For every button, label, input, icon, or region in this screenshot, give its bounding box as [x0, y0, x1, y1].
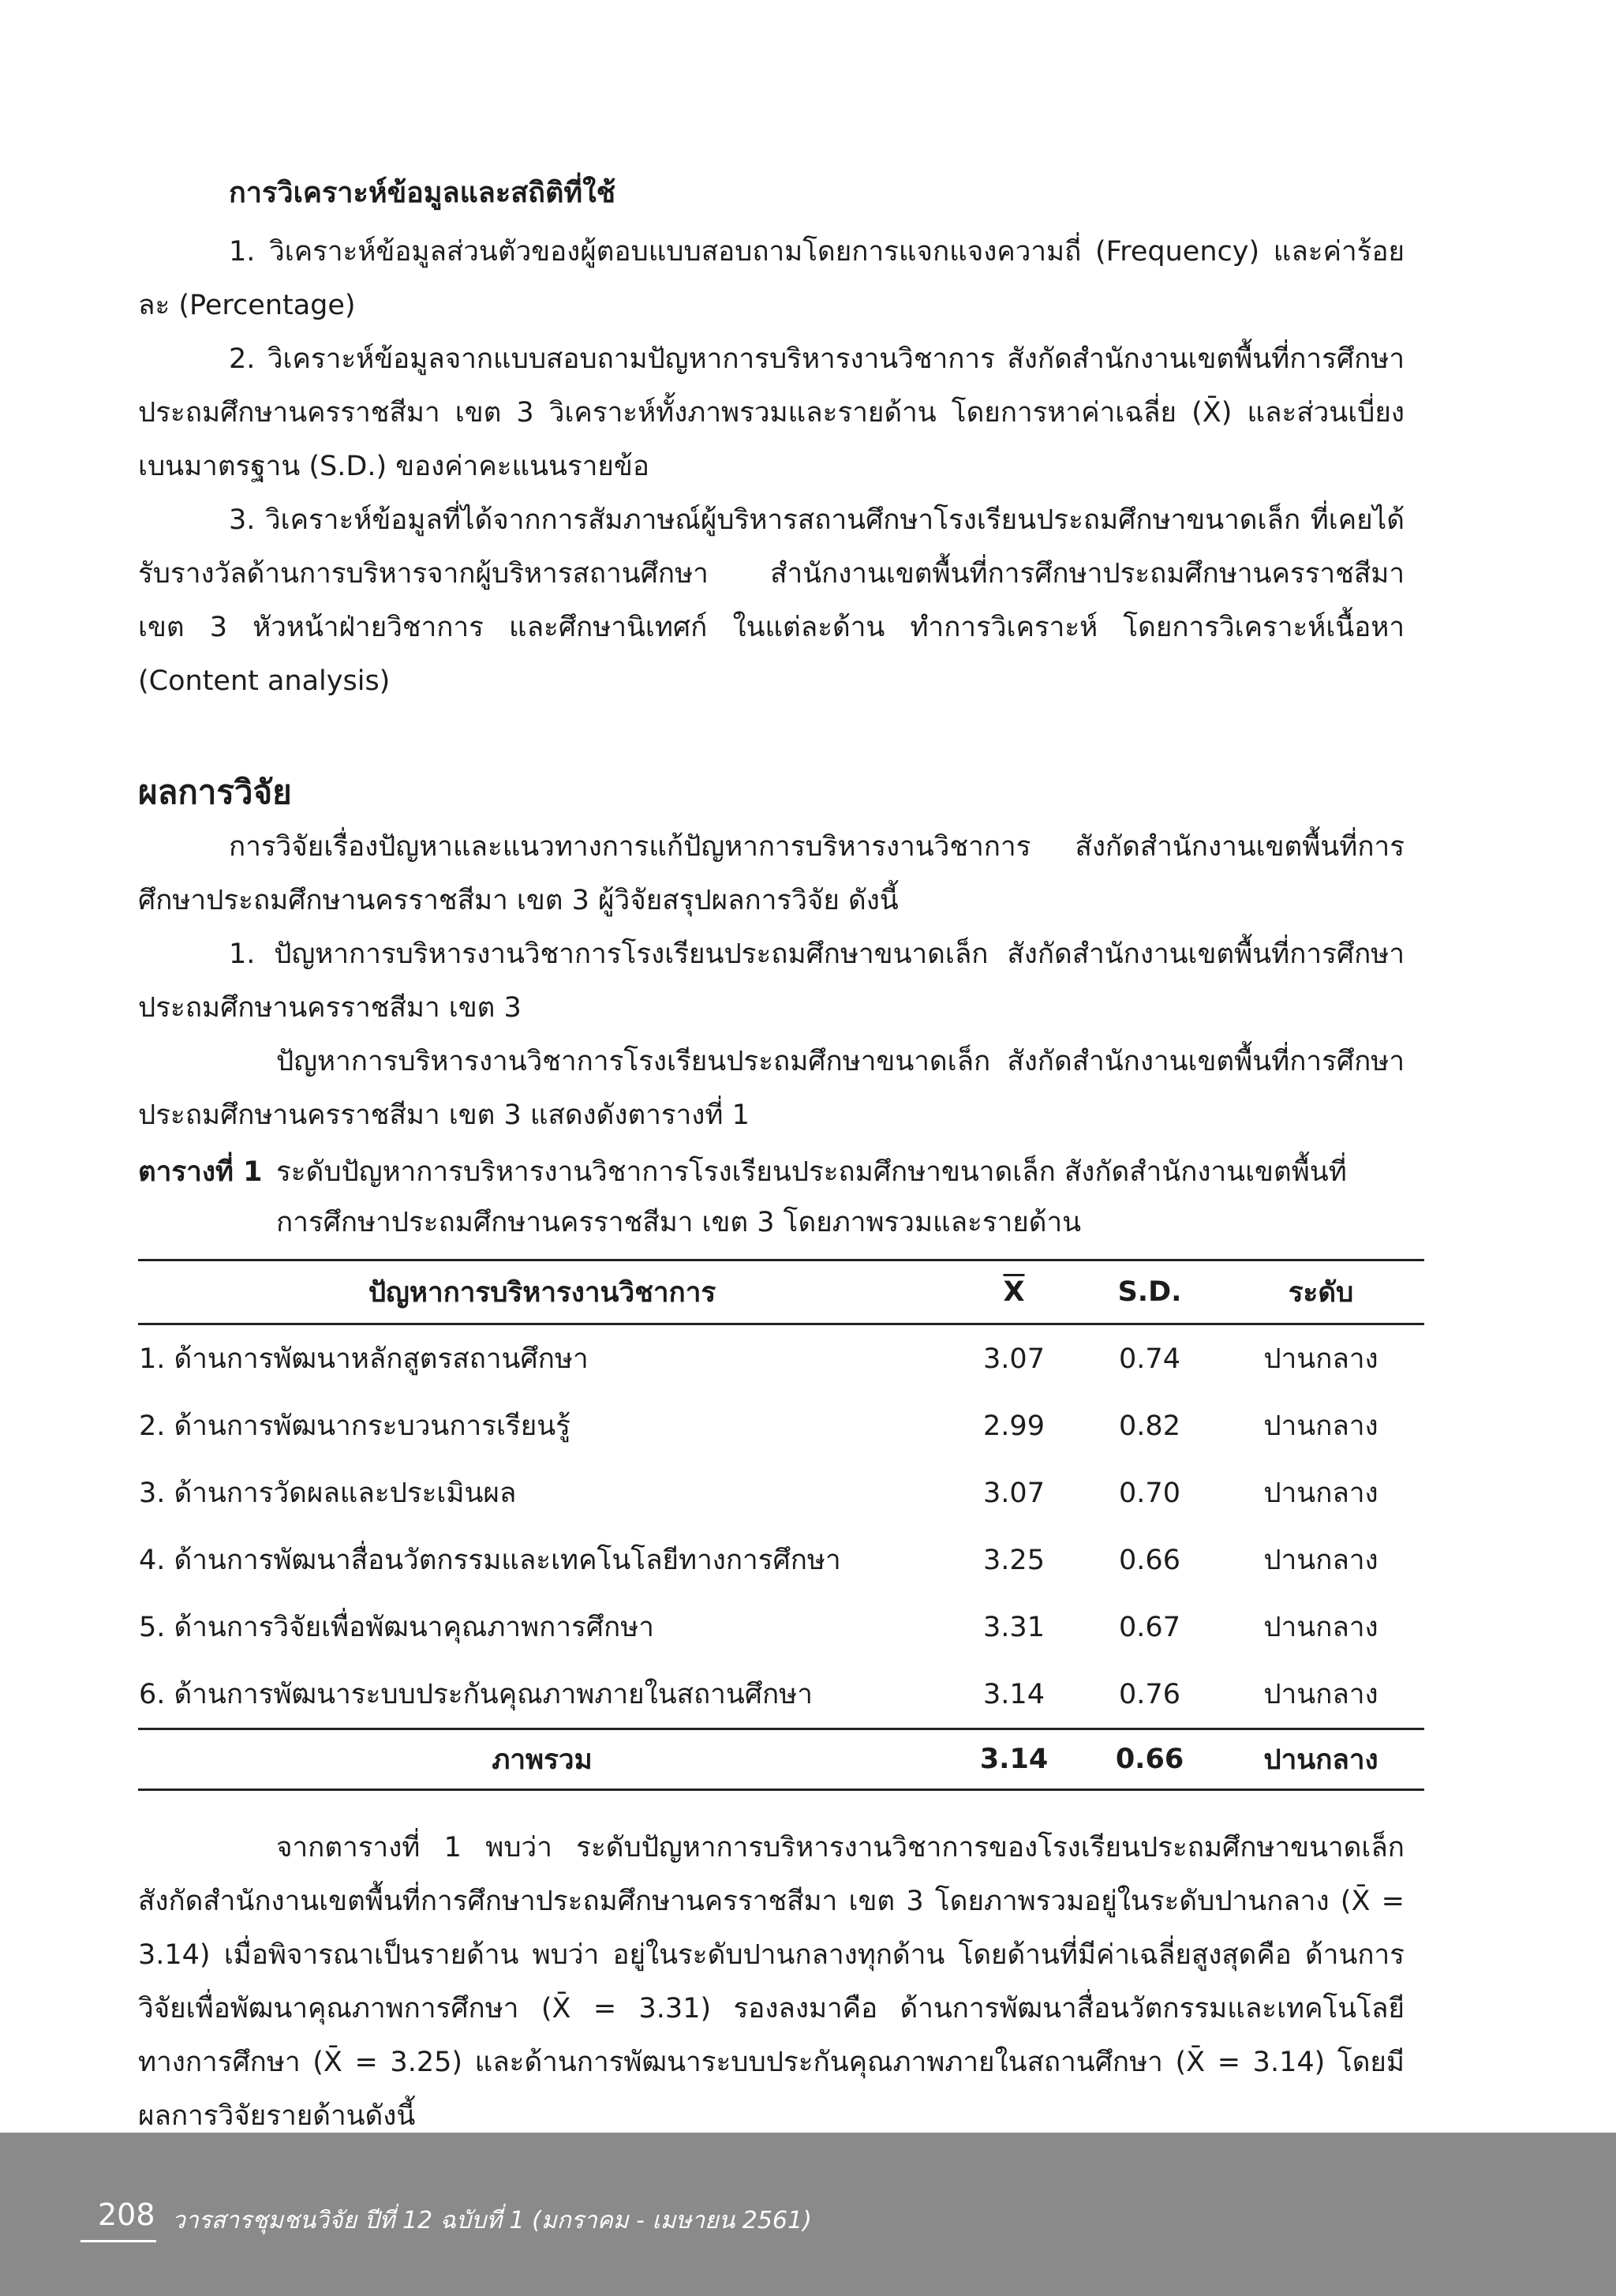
total-item: ภาพรวม	[138, 1729, 946, 1790]
row-sd: 0.82	[1119, 1410, 1180, 1442]
row-item: 2. ด้านการพัฒนากระบวนการเรียนรู้	[139, 1410, 570, 1442]
page-content	[138, 162, 1405, 2143]
row-item: 1. ด้านการพัฒนาหลักสูตรสถานศึกษา	[139, 1343, 589, 1375]
table-row	[138, 1594, 1424, 1661]
total-sd: 0.66	[1082, 1729, 1218, 1790]
results-intro: การวิจัยเรื่องปัญหาและแนวทางการแก้ปัญหาการบริหารงานวิชาการ สังกัดสำนักงานเขตพื้นที่การศึกษาประถมศึกษานครราชสีมา เขต 3 ผู้วิจัยสรุปผลการวิจัย ดังนี้	[138, 831, 1405, 916]
row-item: 3. ด้านการวัดผลและประเมินผล	[139, 1478, 517, 1509]
header-mean: $\overline{X}$	[946, 1260, 1082, 1324]
table-caption	[138, 1147, 1405, 1248]
results-item-1: 1. ปัญหาการบริหารงานวิชาการโรงเรียนประถมศึกษาขนาดเล็ก สังกัดสำนักงานเขตพื้นที่การศึกษาประถมศึกษานครราชสีมา เขต 3	[138, 938, 1405, 1024]
row-mean: 2.99	[983, 1410, 1045, 1442]
row-sd: 0.67	[1119, 1611, 1180, 1643]
analysis-item-1: 1. วิเคราะห์ข้อมูลส่วนตัวของผู้ตอบแบบสอบถามโดยการแจกแจงความถี่ (Frequency) และค่าร้อยละ (Percentage)	[138, 236, 1405, 321]
row-item: 4. ด้านการพัฒนาสื่อนวัตกรรมและเทคโนโลยีทางการศึกษา	[139, 1545, 841, 1576]
analysis-item-3: 3. วิเคราะห์ข้อมูลที่ได้จากการสัมภาษณ์ผู้บริหารสถานศึกษาโรงเรียนประถมศึกษาขนาดเล็ก ที่เคยได้รับรางวัลด้านการบริหารจากผู้บริหารสถานศึกษา สำนักงานเขตพื้นที่การศึกษาประถมศึกษานครราชสีมา เขต 3 หัวหน้าฝ่ายวิชาการ และศึกษานิเทศก์ ในแต่ละด้าน ทำการวิเคราะห์ โดยการวิเคราะห์เนื้อหา (Content analysis)	[138, 504, 1405, 697]
table-header-row	[138, 1260, 1424, 1324]
analysis-heading: การวิเคราะห์ข้อมูลและสถิติที่ใช้	[229, 177, 616, 209]
discussion-paragraph: จากตารางที่ 1 พบว่า ระดับปัญหาการบริหารงานวิชาการของโรงเรียนประถมศึกษาขนาดเล็ก สังกัดสำนักงานเขตพื้นที่การศึกษาประถมศึกษานครราชสีมา เขต 3 โดยภาพรวมอยู่ในระดับปานกลาง (X̄ = 3.14) เมื่อพิจารณาเป็นรายด้าน พบว่า อยู่ในระดับปานกลางทุกด้าน โดยด้านที่มีค่าเฉลี่ยสูงสุดคือ ด้านการวิจัยเพื่อพัฒนาคุณภาพการศึกษา (X̄ = 3.31) รองลงมาคือ ด้านการพัฒนาสื่อนวัตกรรมและเทคโนโลยีทางการศึกษา (X̄ = 3.25) และด้านการพัฒนาระบบประกันคุณภาพภายในสถานศึกษา (X̄ = 3.14) โดยมีผลการวิจัยรายด้านดังนี้	[138, 1832, 1405, 2132]
row-mean: 3.07	[983, 1477, 1045, 1509]
row-mean: 3.07	[983, 1343, 1045, 1375]
table-total-row	[138, 1729, 1424, 1790]
row-sd: 0.70	[1119, 1477, 1180, 1509]
row-level: ปานกลาง	[1263, 1410, 1378, 1442]
analysis-item-2: 2. วิเคราะห์ข้อมูลจากแบบสอบถามปัญหาการบริหารงานวิชาการ สังกัดสำนักงานเขตพื้นที่การศึกษาประถมศึกษานครราชสีมา เขต 3 วิเคราะห์ทั้งภาพรวมและรายด้าน โดยการหาค่าเฉลี่ย (X̄) และส่วนเบี่ยงเบนมาตรฐาน (S.D.) ของค่าคะแนนรายข้อ	[138, 343, 1405, 482]
results-heading: ผลการวิจัย	[138, 773, 292, 811]
results-item-1-detail: ปัญหาการบริหารงานวิชาการโรงเรียนประถมศึกษาขนาดเล็ก สังกัดสำนักงานเขตพื้นที่การศึกษาประถมศึกษานครราชสีมา เขต 3 แสดงดังตารางที่ 1	[138, 1046, 1405, 1131]
row-mean: 3.14	[983, 1678, 1045, 1710]
header-item: ปัญหาการบริหารงานวิชาการ	[138, 1260, 946, 1324]
table-caption-line-1: ระดับปัญหาการบริหารงานวิชาการโรงเรียนประถมศึกษาขนาดเล็ก สังกัดสำนักงานเขตพื้นที่	[276, 1156, 1347, 1188]
table-label: ตารางที่ 1	[138, 1156, 263, 1188]
total-mean: 3.14	[946, 1729, 1082, 1790]
total-level: ปานกลาง	[1218, 1729, 1424, 1790]
results-table	[138, 1259, 1424, 1791]
row-level: ปานกลาง	[1263, 1679, 1378, 1710]
table-caption-line-2: การศึกษาประถมศึกษานครราชสีมา เขต 3 โดยภาพรวมและรายด้าน	[276, 1207, 1082, 1238]
table-caption-text	[276, 1147, 1347, 1248]
table-row	[138, 1526, 1424, 1594]
table-row	[138, 1661, 1424, 1729]
header-sd: S.D.	[1082, 1260, 1218, 1324]
page-number-underline	[80, 2240, 156, 2242]
journal-title: วารสารชุมชนวิจัย ปีที่ 12 ฉบับที่ 1 (มกราคม - เมษายน 2561)	[172, 2207, 812, 2234]
row-level: ปานกลาง	[1263, 1612, 1378, 1643]
row-level: ปานกลาง	[1263, 1545, 1378, 1576]
row-sd: 0.76	[1119, 1678, 1180, 1710]
table-row	[138, 1392, 1424, 1459]
header-level: ระดับ	[1218, 1260, 1424, 1324]
row-item: 6. ด้านการพัฒนาระบบประกันคุณภาพภายในสถานศึกษา	[139, 1679, 813, 1710]
row-sd: 0.66	[1119, 1544, 1180, 1576]
row-sd: 0.74	[1119, 1343, 1180, 1375]
row-item: 5. ด้านการวิจัยเพื่อพัฒนาคุณภาพการศึกษา	[139, 1612, 654, 1643]
page-number: 208	[98, 2197, 155, 2232]
row-mean: 3.31	[983, 1611, 1045, 1643]
row-mean: 3.25	[983, 1544, 1045, 1576]
page-footer	[0, 2133, 1616, 2296]
row-level: ปานกลาง	[1263, 1478, 1378, 1509]
table-row	[138, 1459, 1424, 1526]
table-row	[138, 1324, 1424, 1393]
row-level: ปานกลาง	[1263, 1343, 1378, 1375]
